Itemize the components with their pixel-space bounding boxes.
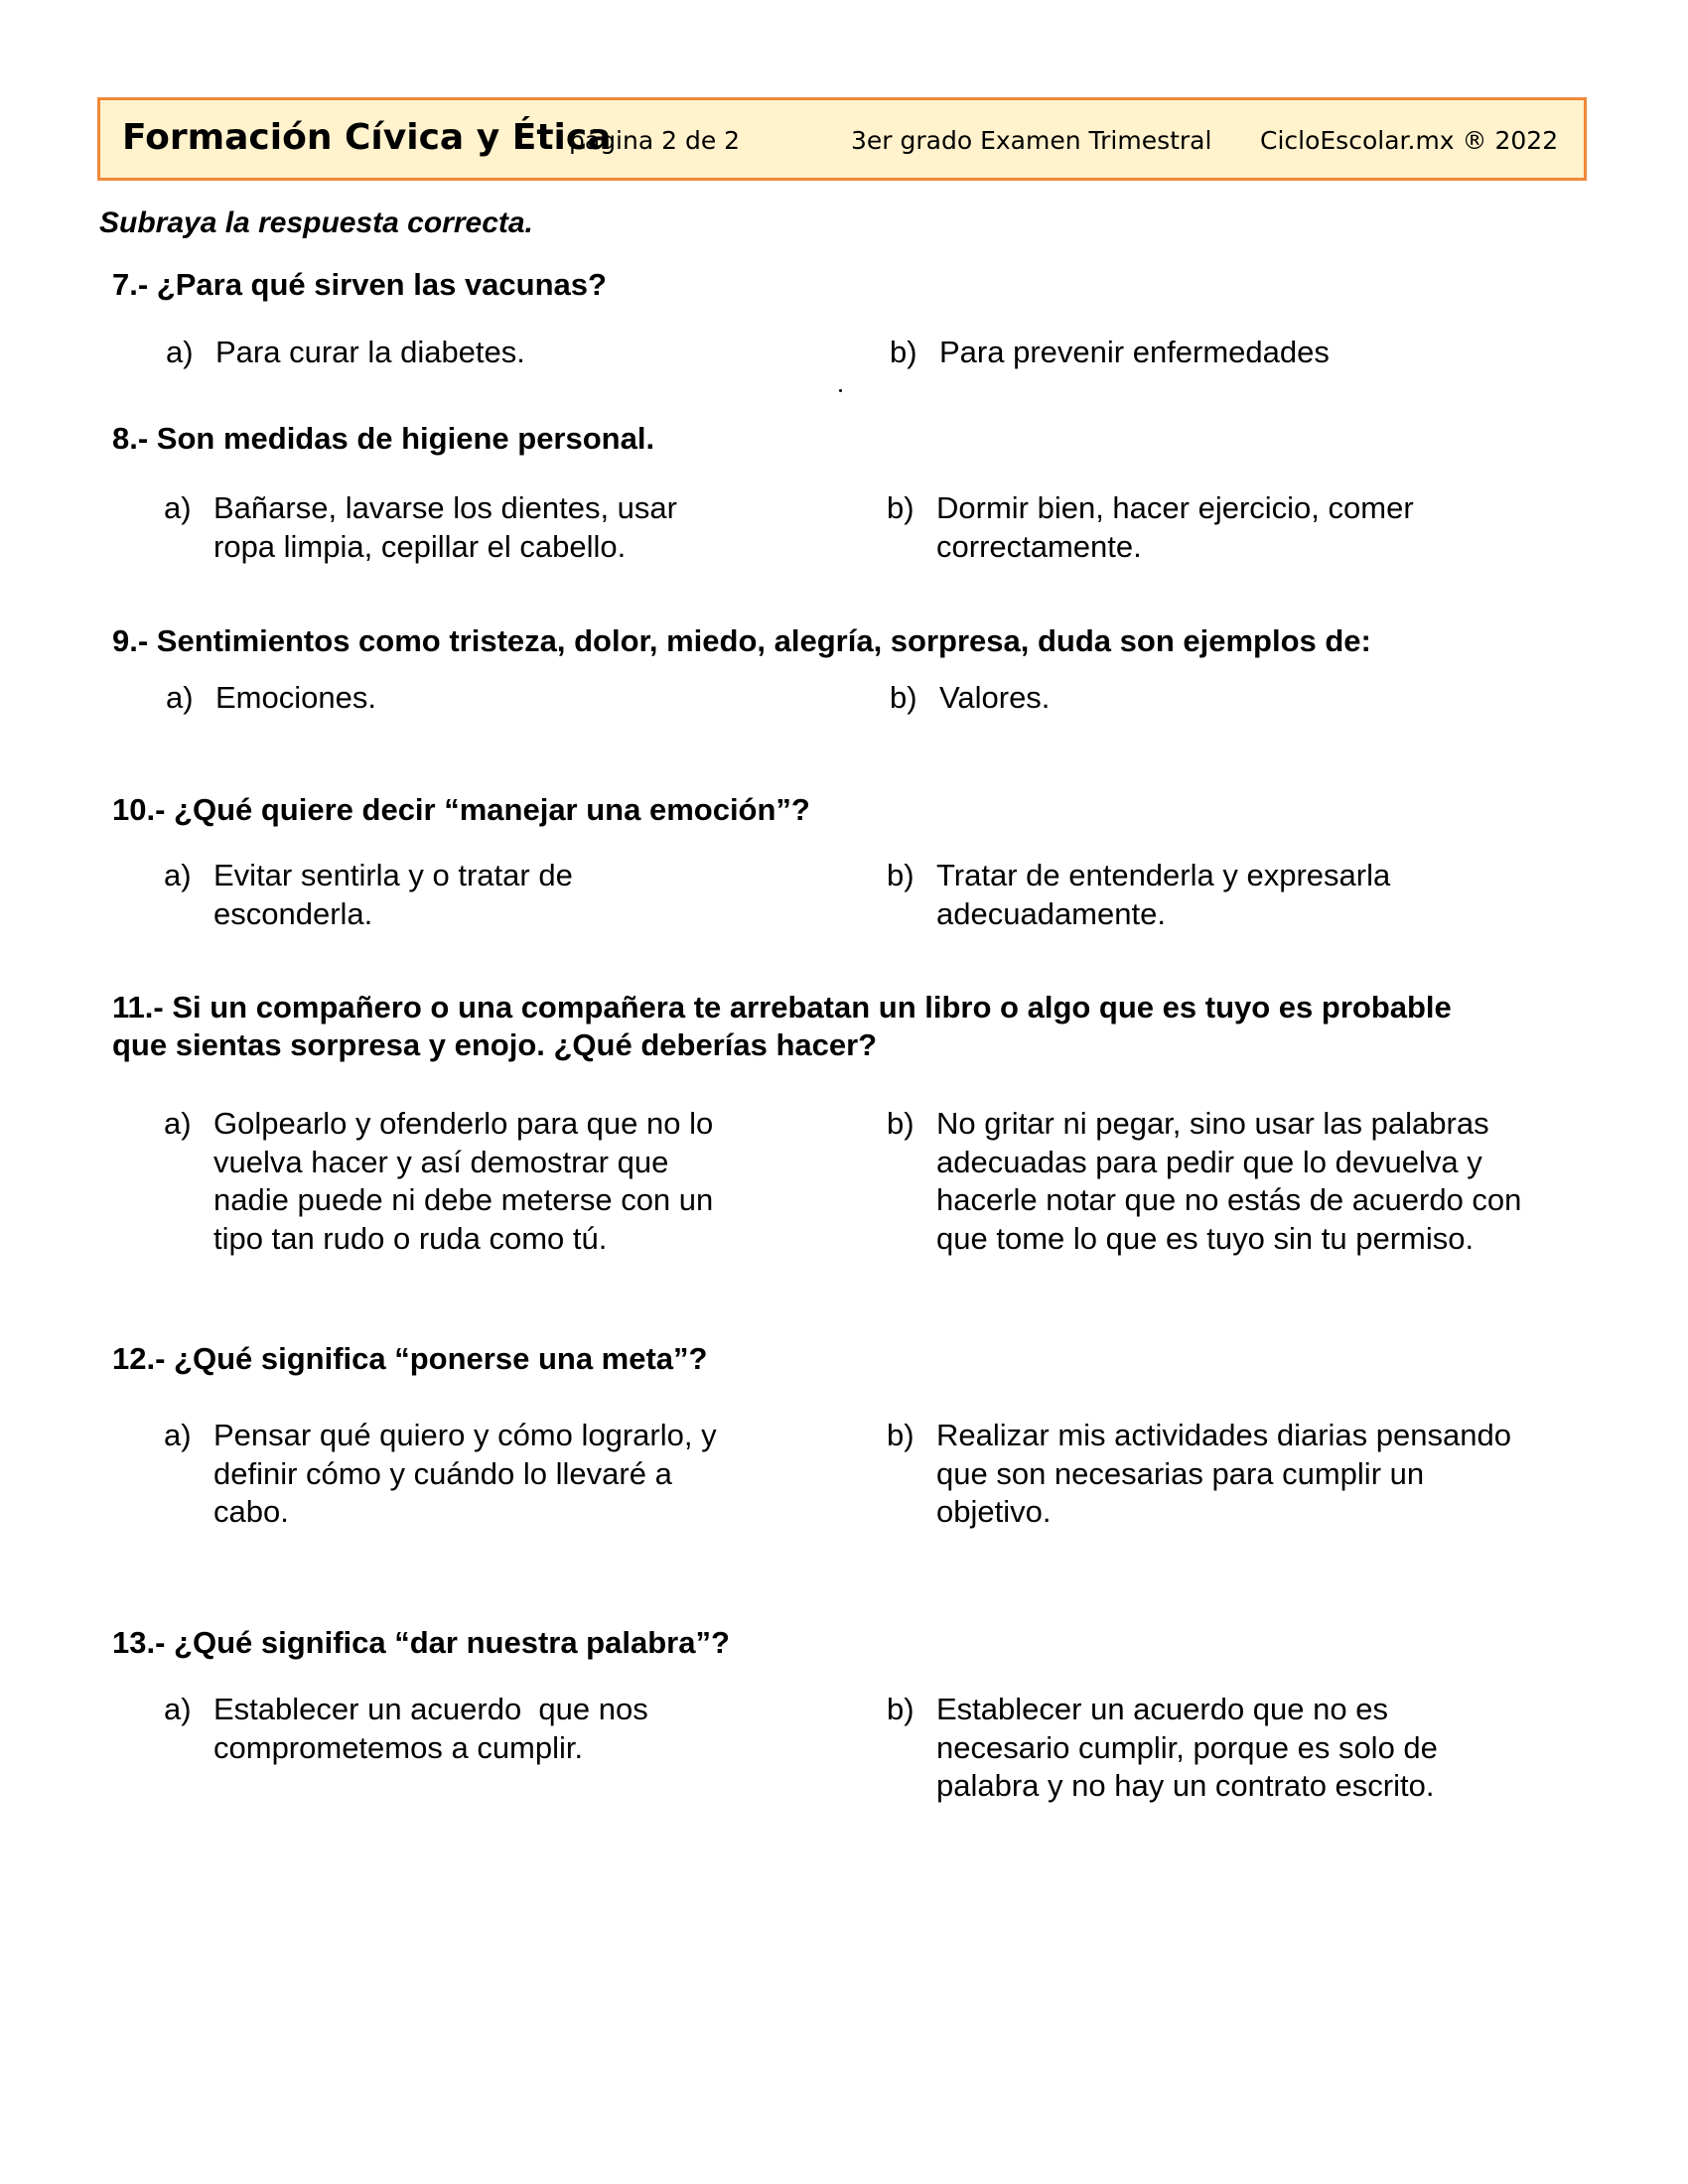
question-7: 7.- ¿Para qué sirven las vacunas?: [112, 267, 607, 302]
option-text: Bañarse, lavarse los dientes, usar ropa limpia, cepillar el cabello.: [213, 490, 677, 564]
option-text: Para prevenir enfermedades: [939, 335, 1330, 369]
option-letter: b): [887, 858, 914, 892]
grade-label: 3er grado Examen Trimestral: [851, 126, 1212, 155]
option-text: Dormir bien, hacer ejercicio, comer correctamente.: [936, 490, 1414, 564]
option-letter: a): [164, 490, 192, 525]
q12-option-b[interactable]: [887, 1417, 1511, 1532]
option-letter: a): [164, 1692, 192, 1726]
option-letter: a): [166, 335, 194, 369]
option-letter: b): [887, 1418, 914, 1452]
stray-mark: [839, 389, 842, 392]
q13-option-a[interactable]: [164, 1691, 648, 1767]
option-letter: b): [887, 1106, 914, 1141]
q9-option-a[interactable]: [166, 679, 376, 718]
q11-option-a[interactable]: [164, 1105, 713, 1258]
q12-option-a[interactable]: [164, 1417, 717, 1532]
q8-option-a[interactable]: [164, 489, 677, 566]
option-text: Establecer un acuerdo que no es necesario cumplir, porque es solo de palabra y no hay un contrato escrito.: [936, 1692, 1438, 1803]
option-letter: b): [890, 335, 917, 369]
page-indicator: página 2 de 2: [569, 126, 741, 155]
site-credit: CicloEscolar.mx ® 2022: [1260, 126, 1559, 155]
question-12: 12.- ¿Qué significa “ponerse una meta”?: [112, 1341, 708, 1376]
question-13: 13.- ¿Qué significa “dar nuestra palabra”?: [112, 1625, 730, 1660]
subject-title: Formación Cívica y Ética: [122, 117, 612, 158]
question-10: 10.- ¿Qué quiere decir “manejar una emoción”?: [112, 792, 810, 827]
option-letter: a): [164, 858, 192, 892]
option-text: Realizar mis actividades diarias pensando que son necesarias para cumplir un objetivo.: [936, 1418, 1511, 1529]
q11-option-b[interactable]: [887, 1105, 1521, 1258]
question-8: 8.- Son medidas de higiene personal.: [112, 421, 655, 456]
question-9: 9.- Sentimientos como tristeza, dolor, miedo, alegría, sorpresa, duda son ejemplos de:: [112, 623, 1371, 658]
option-text: Evitar sentirla y o tratar de esconderla.: [213, 858, 573, 931]
option-text: No gritar ni pegar, sino usar las palabras adecuadas para pedir que lo devuelva y hacerle notar que no estás de acuerdo con que tome lo que es tuyo sin tu permiso.: [936, 1106, 1522, 1256]
q10-option-a[interactable]: [164, 857, 573, 933]
option-letter: a): [164, 1418, 192, 1452]
option-text: Para curar la diabetes.: [215, 335, 525, 369]
option-text: Golpearlo y ofenderlo para que no lo vuelva hacer y así demostrar que nadie puede ni debe meterse con un tipo tan rudo o ruda como tú.: [213, 1106, 714, 1256]
option-text: Establecer un acuerdo que nos comprometemos a cumplir.: [213, 1692, 648, 1765]
instructions: Subraya la respuesta correcta.: [99, 206, 533, 239]
page-header: [97, 97, 1587, 181]
option-letter: a): [164, 1106, 192, 1141]
option-letter: b): [890, 680, 917, 715]
q7-option-a[interactable]: [166, 334, 525, 372]
q13-option-b[interactable]: [887, 1691, 1438, 1806]
q7-option-b[interactable]: [890, 334, 1330, 372]
option-text: Emociones.: [215, 680, 376, 715]
q10-option-b[interactable]: [887, 857, 1390, 933]
q9-option-b[interactable]: [890, 679, 1050, 718]
option-letter: a): [166, 680, 194, 715]
option-text: Valores.: [939, 680, 1051, 715]
option-letter: b): [887, 1692, 914, 1726]
option-text: Tratar de entenderla y expresarla adecuadamente.: [936, 858, 1391, 931]
option-text: Pensar qué quiero y cómo lograrlo, y definir cómo y cuándo lo llevaré a cabo.: [213, 1418, 717, 1529]
option-letter: b): [887, 490, 914, 525]
question-11: 11.- Si un compañero o una compañera te arrebatan un libro o algo que es tuyo es probable que sientas sorpresa y enojo. ¿Qué deberías hacer?: [112, 990, 1452, 1062]
q8-option-b[interactable]: [887, 489, 1414, 566]
